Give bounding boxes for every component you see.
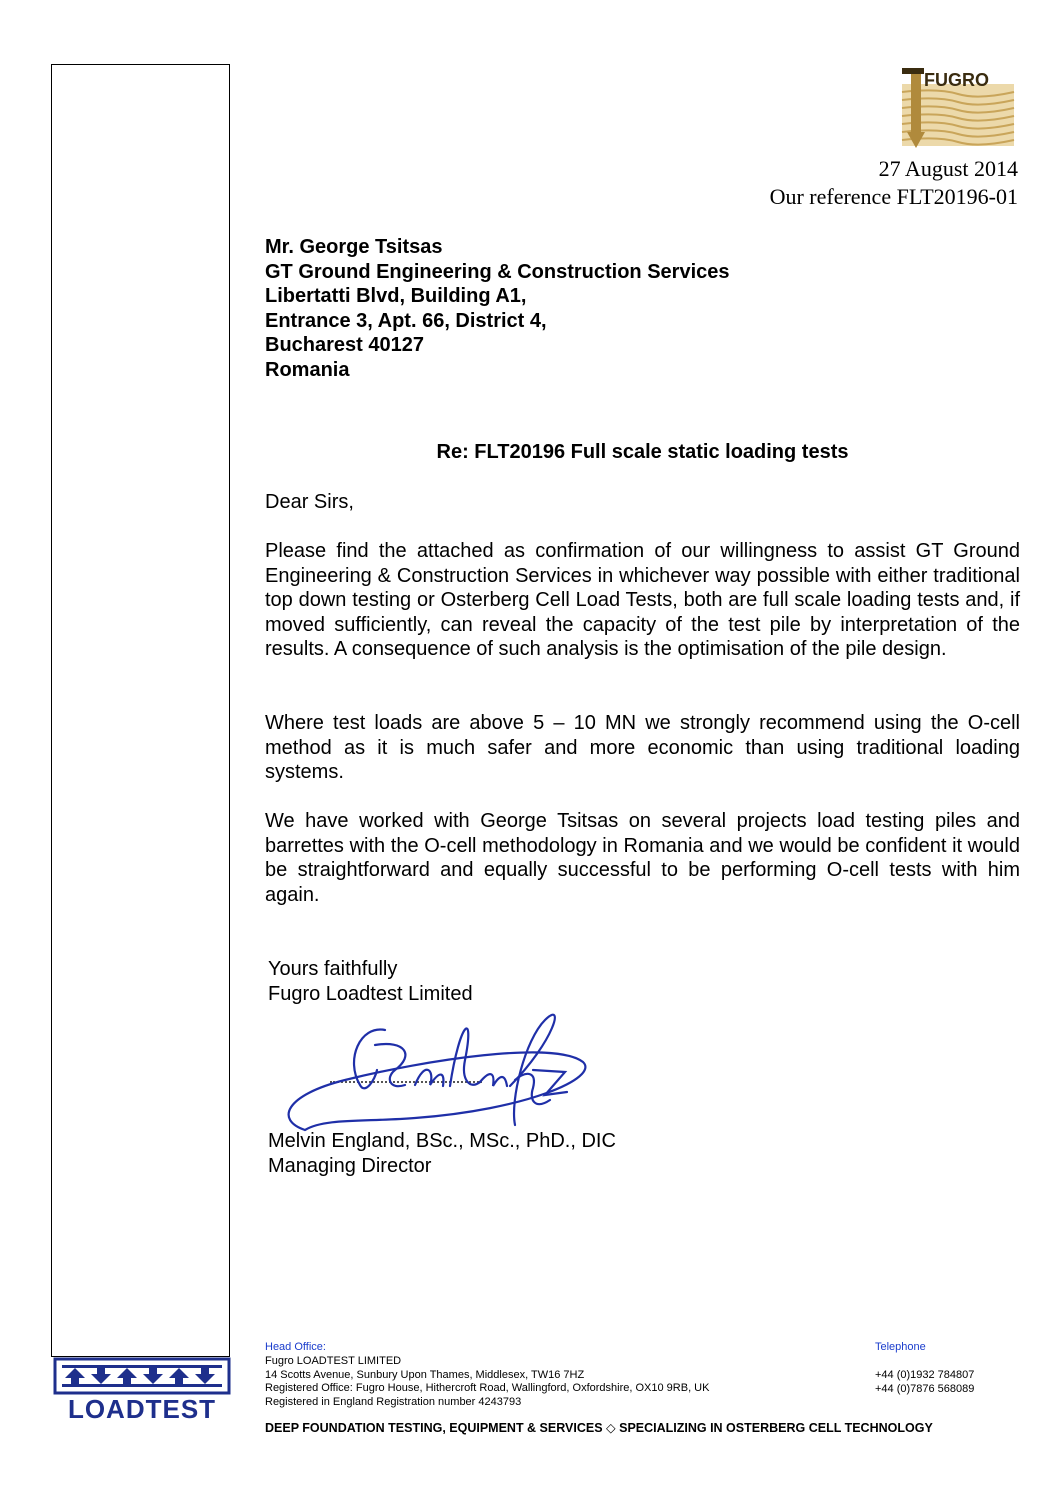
footer-line: Registered Office: Fugro House, Hithercroft Road, Wallingford, Oxfordshire, OX10 9RB, UK [265, 1382, 710, 1394]
handwritten-signature [265, 1000, 595, 1150]
address-line: Entrance 3, Apt. 66, District 4, [265, 309, 547, 332]
body-paragraph: Please find the attached as confirmation of our willingness to assist GT Ground Engineering & Construction Services in whichever way possible with either traditional top down testing or Osterberg Cell Load Tests, both are full scale loading tests and, if moved sufficiently, can reveal the capacity of the test pile by interpretation of the results. A consequence of such analysis is the optimisation of the pile design. [265, 540, 1020, 660]
valediction: Yours faithfully [268, 958, 398, 980]
subject-line: Re: FLT20196 Full scale static loading tests [436, 441, 849, 463]
address-line: Bucharest 40127 [265, 334, 424, 356]
loadtest-logo-text: LOADTEST [67, 1394, 217, 1424]
sidebar-frame [51, 64, 230, 1357]
signatory-name: Melvin England, BSc., MSc., PhD., DIC [268, 1130, 616, 1152]
salutation: Dear Sirs, [265, 491, 354, 513]
footer-line: Registered in England Registration number 4243793 [265, 1395, 522, 1408]
footer-phones [875, 1369, 974, 1396]
address-line: GT Ground Engineering & Construction Services [265, 260, 730, 283]
footer-address [265, 1355, 709, 1409]
signatory [268, 1129, 616, 1179]
footer-head-office-label: Head Office: [265, 1341, 326, 1353]
footer-line: 14 Scotts Avenue, Sunbury Upon Thames, Middlesex, TW16 7HZ [265, 1368, 585, 1381]
address-line: Libertatti Blvd, Building A1, [265, 285, 527, 307]
letter-date: 27 August 2014 [878, 156, 1018, 181]
body-paragraph: Where test loads are above 5 – 10 MN we strongly recommend using the O-cell method as it is much safer and more economic than using traditional loading systems. [265, 712, 1020, 783]
address-line: Romania [265, 358, 350, 381]
closing-company: Fugro Loadtest Limited [268, 983, 473, 1005]
fugro-logo [898, 62, 1018, 150]
signatory-title: Managing Director [268, 1155, 432, 1177]
phone-number: +44 (0)1932 784807 [875, 1369, 975, 1381]
footer-tagline: DEEP FOUNDATION TESTING, EQUIPMENT & SERVICES ◇ SPECIALIZING IN OSTERBERG CELL TECHNOLOGY [265, 1421, 933, 1435]
letter-reference: Our reference FLT20196-01 [769, 184, 1018, 209]
body-paragraph: We have worked with George Tsitsas on several projects load testing piles and barrettes with the O-cell methodology in Romania and we would be confident it would be straightforward and equally successful to be performing O-cell tests with him again. [265, 810, 1020, 906]
footer-line: Fugro LOADTEST LIMITED [265, 1355, 402, 1367]
footer-telephone-label: Telephone [875, 1341, 926, 1353]
fugro-logo-text: FUGRO [924, 70, 989, 90]
recipient-address [265, 235, 730, 382]
address-line: Mr. George Tsitsas [265, 236, 443, 258]
phone-number: +44 (0)7876 568089 [875, 1382, 975, 1395]
